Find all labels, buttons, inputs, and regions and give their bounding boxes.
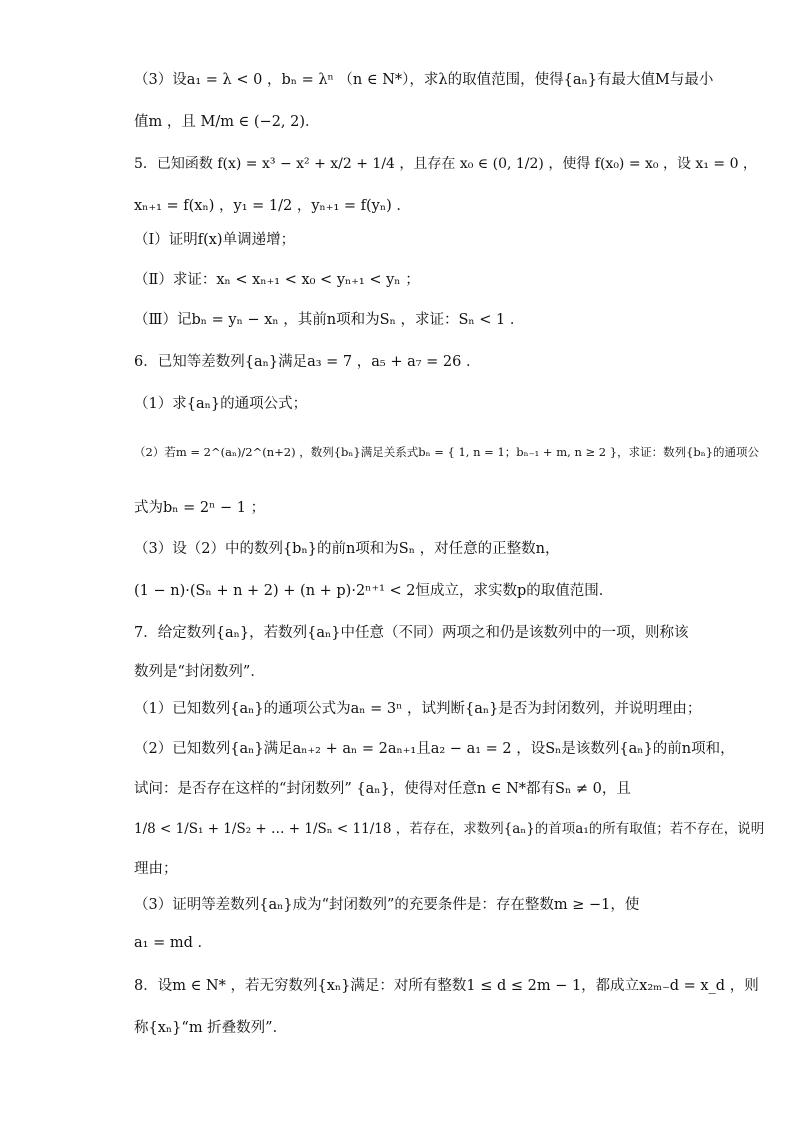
problem-6-title: 6．已知等差数列{aₙ}满足a₃ = 7 ，a₅ + a₇ = 26 ．	[134, 354, 481, 370]
text-line: （3）证明等差数列{aₙ}成为“封闭数列”的充要条件是：存在整数m ≥ −1，使	[134, 897, 640, 913]
text-line: （3）设a₁ = λ < 0 ，bₙ = λⁿ （n ∈ N*），求λ的取值范围，使得{aₙ}有最大值M与最小	[134, 72, 714, 88]
text-line: （Ⅰ）证明f(x)单调递增；	[134, 232, 296, 248]
text-line: xₙ₊₁ = f(xₙ) ，y₁ = 1/2 ，yₙ₊₁ = f(yₙ) ．	[134, 198, 411, 214]
text-line: (1 − n)·(Sₙ + n + 2) + (n + p)·2ⁿ⁺¹ < 2恒成立，求实数p的取值范围．	[134, 583, 614, 599]
text-line: 数列是“封闭数列”．	[134, 664, 265, 680]
problem-8-title: 8．设m ∈ N* ，若无穷数列{xₙ}满足：对所有整数1 ≤ d ≤ 2m − 1，都成立x₂ₘ₋d = x_d ，则	[134, 978, 759, 994]
text-line: （1）求{aₙ}的通项公式；	[134, 396, 308, 412]
text-line: （2）若m = 2^(aₙ)/2^(n+2) ，数列{bₙ}满足关系式bₙ = { 1, n = 1；bₙ₋₁ + m, n ≥ 2 }，求证：数列{bₙ}的通项公	[134, 445, 760, 459]
text-line: （1）已知数列{aₙ}的通项公式为aₙ = 3ⁿ ，试判断{aₙ}是否为封闭数列，并说明理由；	[134, 701, 702, 717]
problem-5-title: 5．已知函数 f(x) = x³ − x² + x/2 + 1/4 ，且存在 x₀ ∈ (0, 1/2) ，使得 f(x₀) = x₀ ，设 x₁ = 0 ，	[134, 156, 757, 172]
text-line: 理由；	[134, 861, 178, 877]
text-line: （Ⅲ）记bₙ = yₙ − xₙ ，其前n项和为Sₙ ，求证：Sₙ < 1 ．	[134, 312, 525, 328]
text-line: 值m ，且 M/m ∈ (−2, 2)．	[134, 114, 320, 130]
text-line: 1/8 < 1/S₁ + 1/S₂ + … + 1/Sₙ < 11/18 ，若存在，求数列{aₙ}的首项a₁的所有取值；若不存在，说明	[134, 821, 765, 837]
text-line: 称{xₙ}“m 折叠数列”．	[134, 1020, 288, 1036]
text-line: （2）已知数列{aₙ}满足aₙ₊₂ + aₙ = 2aₙ₊₁且a₂ − a₁ = 2 ，设Sₙ是该数列{aₙ}的前n项和，	[134, 741, 735, 757]
text-line: 试问：是否存在这样的“封闭数列” {aₙ}，使得对任意n ∈ N*都有Sₙ ≠ 0，且	[134, 781, 631, 797]
text-line: a₁ = md ．	[134, 935, 212, 951]
problem-7-title: 7．给定数列{aₙ}，若数列{aₙ}中任意（不同）两项之和仍是该数列中的一项，则称该	[134, 625, 689, 641]
text-line: 式为bₙ = 2ⁿ − 1 ；	[134, 500, 266, 516]
text-line: （3）设（2）中的数列{bₙ}的前n项和为Sₙ ，对任意的正整数n，	[134, 541, 560, 557]
text-line: （Ⅱ）求证：xₙ < xₙ₊₁ < x₀ < yₙ₊₁ < yₙ ；	[134, 272, 420, 288]
